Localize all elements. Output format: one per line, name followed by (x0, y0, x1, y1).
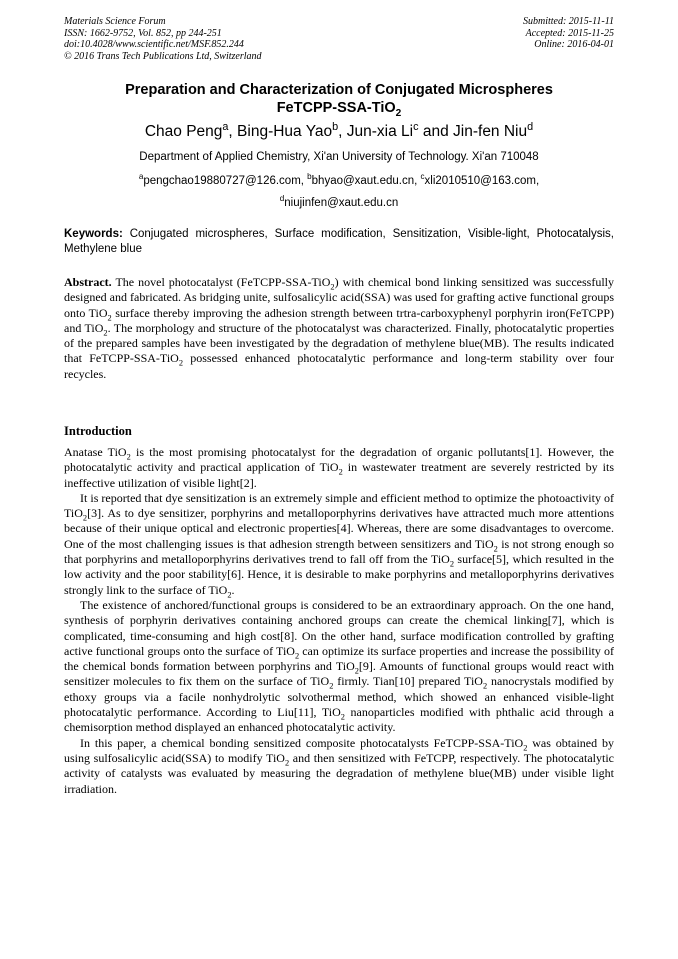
email-address[interactable]: niujinfen@xaut.edu.cn (284, 197, 399, 209)
title-formula: FeTCPP-SSA-TiO (276, 100, 396, 116)
intro-paragraph (64, 445, 614, 491)
subscript: 2 (449, 559, 455, 569)
text-run: in wastewater treatment are severely restricted by its ineffective utilization of visible light[2]. (64, 460, 614, 490)
subscript: 2 (82, 513, 88, 523)
journal-meta (64, 16, 262, 62)
subscript: 2 (103, 328, 108, 338)
text-run: . The morphology and structure of the photocatalyst was characterized. Finally, photocatalytic properties of the prepared samples have been investigated by the degradation of methylene blue(MB). The results indicated that FeTCPP-SSA-TiO (64, 320, 614, 366)
text-run: firmly. Tian[10] prepared TiO (333, 674, 483, 689)
submitted-date: Submitted: 2015-11-11 (522, 16, 614, 27)
paper-title (64, 81, 614, 117)
accepted-date: Accepted: 2015-11-25 (525, 27, 614, 39)
subscript: 2 (284, 758, 290, 768)
text-run: nanoparticles modified with phthalic acid through a chemisorption method displayed an enhanced photocatalytic activity. (64, 705, 614, 735)
subscript: 2 (329, 681, 334, 691)
subscript: 2 (126, 452, 131, 462)
subscript: 2 (338, 467, 343, 477)
author-name: Chao Peng (144, 123, 223, 140)
text-run: [9]. Amounts of functional groups would react with sensitizer molecules to fix them on the surface of TiO (64, 659, 614, 689)
text-run: is not strong enough so that porphyrins and metalloporphyrins derivatives trend to fall off from the TiO (64, 536, 614, 567)
author-mark: d (527, 120, 534, 133)
author-name: Jun-xia Li (346, 123, 414, 140)
subscript: 2 (493, 544, 498, 554)
email-mark: d (279, 194, 285, 204)
title-line-1: Preparation and Characterization of Conjugated Microspheres (125, 82, 553, 98)
author-list (64, 122, 614, 142)
email-mark: a (138, 172, 144, 182)
author-separator: , (228, 123, 238, 140)
abstract-label: Abstract. (64, 275, 112, 289)
subscript: 2 (227, 590, 232, 600)
subscript: 2 (330, 282, 335, 292)
title-line-2 (64, 99, 614, 117)
journal-name: Materials Science Forum (64, 16, 166, 27)
author-separator: and (418, 123, 454, 140)
text-run: and then sensitized with FeTCPP, respectively. The photocatalytic activity of catalysts was evaluated by measuring the degradation of methylene blue(MB) under visible light irradiation. (64, 750, 614, 796)
text-run: surface[5], which resulted in the low activity and the poor stability[6]. Hence, it is desirable to make porphyrins and metalloporphyrins derivatives strongly link to the surface of TiO (64, 552, 614, 597)
subscript: 2 (294, 651, 300, 661)
email-address[interactable]: bhyao@xaut.edu.cn, (311, 175, 421, 187)
abstract-block (64, 275, 614, 382)
abstract-text (64, 275, 614, 381)
author-mark: b (332, 120, 339, 133)
subscript: 2 (482, 681, 488, 691)
text-run: surface thereby improving the adhesion strength between trtra-carboxyphenyl porphyrin iron(FeTCPP) and TiO (64, 305, 615, 335)
text-run: The novel photocatalyst (FeTCPP-SSA-TiO (111, 275, 331, 289)
title-subscript: 2 (395, 107, 402, 119)
author-mark: a (222, 120, 229, 133)
doi-link[interactable]: doi:10.4028/www.scientific.net/MSF.852.244 (64, 39, 244, 50)
introduction-body (64, 445, 614, 797)
dates-meta (523, 16, 614, 51)
email-mark: b (307, 172, 312, 182)
author-mark: c (413, 120, 419, 133)
text-run: . (231, 582, 235, 597)
text-run: nanocrystals modified by ethoxy groups via a facile nonhydrolytic solvothermal method, which showed an enhanced visible-light photocatalytic performance. According to Liu[11], TiO (64, 674, 614, 720)
email-address[interactable]: xli2010510@163.com, (424, 175, 540, 187)
text-run: is the most promising photocatalyst for the degradation of organic pollutants[1]. However, the photocatalytic activity and practical application of TiO (64, 445, 614, 475)
subscript: 2 (178, 358, 184, 368)
text-run: can optimize its surface properties and increase the possibility of the chemical bonds formation between porphyrins and TiO (64, 643, 614, 674)
email-address[interactable]: pengchao19880727@126.com, (143, 175, 308, 187)
text-run: The existence of anchored/functional groups is considered to be an extraordinary approach. On the one hand, synthesis of porphyrin derivatives containing anchored groups can create the chemical linking[7], which is complicated, time-consuming and high cost[8]. On the other hand, surface modification controlled by grafting active functional groups onto the surface of TiO (64, 597, 614, 658)
subscript: 2 (523, 743, 528, 753)
intro-paragraph (64, 491, 614, 598)
intro-paragraph (64, 736, 614, 797)
text-run: was obtained by using sulfosalicylic acid(SSA) to modify TiO (64, 735, 614, 765)
text-run: It is reported that dye sensitization is an extremely simple and efficient method to optimize the photoactivity of TiO (64, 490, 614, 521)
email-list (64, 170, 614, 214)
keywords-label: Keywords: (64, 228, 123, 240)
text-run: ) with chemical bond linking sensitized was successfully designed and fabricated. As bridging unite, sulfosalicylic acid(SSA) was used for grafting active functional groups onto TiO (64, 275, 614, 320)
issn-line: ISSN: 1662-9752, Vol. 852, pp 244-251 (64, 27, 222, 39)
author-name: Jin-fen Niu (453, 123, 528, 140)
subscript: 2 (354, 666, 359, 676)
online-date: Online: 2016-04-01 (534, 39, 614, 50)
author-separator: , (338, 123, 347, 140)
introduction-heading: Introduction (64, 424, 132, 438)
email-mark: c (420, 172, 425, 182)
text-run: Anatase TiO (64, 445, 127, 459)
copyright-line: © 2016 Trans Tech Publications Ltd, Switzerland (64, 50, 262, 62)
subscript: 2 (107, 312, 112, 322)
intro-paragraph (64, 598, 614, 736)
text-run: possessed enhanced photocatalytic performance and long-term stability over four recycles. (64, 351, 614, 381)
subscript: 2 (340, 712, 345, 722)
text-run: In this paper, a chemical bonding sensitized composite photocatalysts FeTCPP-SSA-TiO (80, 735, 524, 750)
affiliation: Department of Applied Chemistry, Xi'an University of Technology. Xi'an 710048 (139, 151, 539, 163)
keywords-text: Conjugated microspheres, Surface modification, Sensitization, Visible-light, Photocatalysis, Methylene blue (64, 228, 614, 255)
text-run: [3]. As to dye sensitizer, porphyrins and metalloporphyrins derivatives have attracted much more attentions because of their unique optical and electronic properties[4]. Whereas, there are some disadvantages to overcome. One of the most challenging issues is that adhesion strength between sensitizers and TiO (64, 506, 614, 551)
keywords-block (64, 227, 614, 256)
author-name: Bing-Hua Yao (237, 123, 333, 140)
